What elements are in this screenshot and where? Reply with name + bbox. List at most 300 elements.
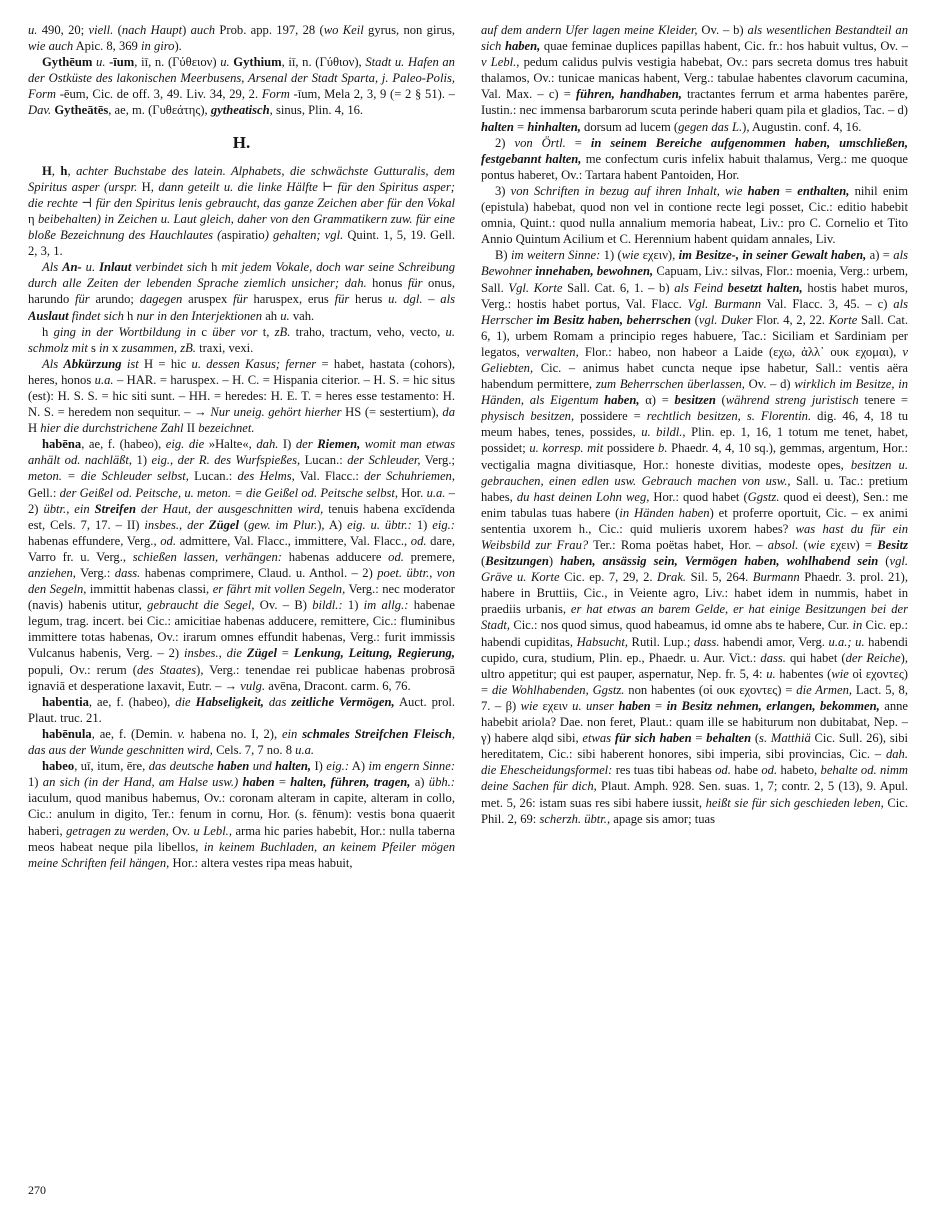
text-run: a) (410, 775, 429, 790)
text-run: der (295, 437, 313, 452)
text-run: Verg.: nec moderator (navis) habenis utitur, (28, 582, 455, 613)
text-run: traxi, vexi. (195, 340, 254, 355)
text-run: Hor.: altera vestes ripa meas habuit, (169, 855, 353, 870)
text-run: arma hic paries habebit, Hor.: nulla taberna meos habeat neque pila libellos, (28, 823, 455, 854)
text-run: , ae, f. (habeo), (88, 694, 176, 709)
text-run: = (650, 698, 667, 713)
text-run: x (108, 340, 122, 355)
text-run: eig., der R. des Wurfspießes, (151, 453, 301, 468)
text-run: u. dgl. (388, 292, 423, 307)
text-run: für den Spiritus lenis gebraucht, das ganze Zeichen aber für den Vokal (95, 195, 455, 210)
text-run: schießen lassen, verhängen: (132, 549, 282, 564)
text-run: verbindet sich (135, 260, 208, 275)
text-run: haben (217, 759, 250, 774)
text-run: das deutsche (148, 759, 214, 774)
text-run: HS (= sestertium), (341, 405, 443, 420)
text-run: B) (495, 248, 511, 263)
text-run: 2) (495, 135, 515, 150)
entry-habeo-3 (481, 183, 908, 247)
text-run: A) (349, 759, 369, 774)
text-run: eig. u. übtr.: (347, 517, 412, 532)
text-run: in seinem Bereiche aufgenommen haben, umschließen, festgebannt halten, (481, 135, 908, 166)
text-run: auf dem andern Ufer lagen meine Kleider, (481, 23, 698, 37)
text-run: halten, führen, tragen, (290, 775, 411, 790)
text-run: du hast deinen Lohn weg, (516, 489, 650, 504)
text-run: u. (220, 55, 230, 70)
text-run: -īum (109, 55, 135, 70)
text-run: u. korresp. mit (529, 441, 604, 456)
text-run: Plin. ep. 1, 16, 1 totum me tenet, habet, possidet; (481, 425, 908, 456)
text-run: Dav. (28, 103, 52, 118)
text-run: habe (730, 763, 762, 778)
text-run: res tuas tibi habeas (612, 763, 716, 778)
entry-habeo-2 (481, 135, 908, 183)
text-run: vah. (289, 308, 315, 323)
text-run: Lenkung, Leitung, Regierung, (293, 646, 455, 661)
text-run: possidere = (574, 409, 647, 424)
text-run: Korte (828, 312, 858, 327)
text-run: u. unser (572, 698, 615, 713)
text-run: dah. (256, 437, 279, 452)
text-run: = (779, 183, 798, 198)
text-run: insbes., die (183, 646, 242, 661)
text-run: Sall. u. Tac.: pretium habes, (481, 473, 908, 504)
text-run: Ov. – b) (697, 23, 748, 37)
text-run: verwalten, (525, 344, 579, 359)
text-run: gytheatisch (210, 103, 270, 118)
text-run: und (252, 759, 272, 774)
text-run: herus (349, 292, 389, 307)
text-run: Zügel (246, 646, 277, 661)
text-run: findet sich (71, 308, 124, 323)
text-run: honus (366, 276, 408, 291)
text-run: der Schleuder, (347, 453, 421, 468)
text-run: Prob. app. 197, 28 ( (215, 23, 324, 37)
text-run: des Staates (136, 662, 197, 677)
text-run: physisch besitzen, (481, 409, 575, 424)
entry-habeo-B (481, 247, 908, 826)
text-run: übtr., ein (43, 501, 90, 516)
text-run: habenas adducere (281, 549, 389, 564)
text-run: Lact. 5, 8, 7. – β) (481, 682, 908, 713)
text-run: Burmann (752, 570, 800, 585)
text-run: Gell.: (28, 485, 60, 500)
text-run: h (123, 308, 137, 323)
text-run: admittere, Val. Flacc., immittere, Val. Flacc., (176, 533, 411, 548)
text-run: H = hic (138, 356, 192, 371)
text-run: Ov. – B) (254, 598, 313, 613)
text-run: habeo (42, 759, 75, 774)
two-column-layout (28, 22, 907, 871)
text-run: Verg.; (420, 453, 455, 468)
text-run: die Armen, (796, 682, 853, 697)
text-run: Ter.: Roma poëtas habet, Hor. – (588, 538, 768, 552)
text-run: als Herrscher (481, 296, 908, 327)
text-run: habēnula (42, 726, 92, 741)
text-run: der Haut, der ausgeschnitten wird, (140, 501, 324, 516)
text-run: h (207, 260, 222, 275)
text-run: Lucan.: (188, 469, 238, 484)
text-run: , ae, f. (Demin. (91, 726, 178, 741)
text-run: Abkürzung (63, 356, 122, 371)
text-run: , ae, f. (habeo), (81, 437, 166, 452)
text-run: h (42, 324, 54, 339)
text-run: wie (621, 248, 640, 263)
text-run: Flor.: habeo, non habeor a Laide (εχω, ἀλλ᾽ ουκ εχομαι), (578, 344, 903, 359)
text-run: ), Augustin. conf. 4, 16. (742, 119, 862, 134)
text-run: beibehalten) in Zeichen u. Laut gleich, daher von den Grammatikern zuw. für eine bloße Bezeichnung des Hauchlautes ( (28, 211, 455, 243)
text-run: Auslaut (28, 308, 69, 323)
text-run: = (276, 646, 294, 661)
text-run: Gythēum (42, 55, 93, 70)
text-run: im Besitz haben, beherrschen (536, 312, 692, 327)
text-run: nur in den Interjektionen (136, 308, 263, 323)
text-run: meton. = die Schleuder selbst, (28, 469, 189, 484)
text-run: im weitern Sinne: (510, 248, 601, 263)
text-run: Gytheātēs (54, 103, 109, 118)
text-run: ist (126, 356, 139, 371)
text-run: dass. (693, 634, 720, 649)
text-run: α) = (639, 393, 675, 408)
left-column (28, 22, 455, 871)
text-run: 1) (132, 453, 152, 468)
text-run: Phaedr. 4, 4, 10 sq.), gemmas, argentum, Hor.: vectigalia magna divitiasque, Hor.: honeste divitias, modeste opes, (481, 441, 908, 472)
text-run: dass. (114, 566, 141, 580)
text-run: anne habebit ariola? Dae. non feret, Plaut.: quam ille se habiturum non dubitabat, Nep. – γ) habere alqd sibi, (481, 698, 908, 746)
text-run: von Örtl. (514, 135, 566, 150)
text-run: – 2) (28, 485, 455, 516)
text-run: traho, tractum, veho, vecto, (290, 324, 446, 339)
text-run: achter Buchstabe des latein. Alphabets, die schwächste Gutturalis, dem Spiritus asper (urspr. (28, 163, 455, 194)
text-run: ⊢ (317, 179, 338, 194)
text-run: u.a. (94, 372, 114, 387)
text-run: besitzen u. gebrauchen, einen edlen usw. Gebrauch machen von usw., (481, 457, 908, 488)
text-run: Val. Flacc.: (294, 469, 365, 484)
text-run: Habseligkeit, (195, 694, 264, 709)
text-run: für (75, 292, 90, 307)
text-run: dig. 46, 4, 18 tu meum habes, tenes, possides, (481, 409, 908, 440)
text-run: An- (62, 260, 82, 275)
text-run: für den Spiritus asper; die rechte (28, 179, 455, 210)
text-run: habenae legum, trag. incert. bei Cic.: amicitiae habenas adducere, remittere, Cic.: fluminibus immittere totas habenas, Ov.: irarum omnes effundit habenas, Verg.: furit immissis Vulcanus habenis, Verg. – 2) (28, 598, 455, 661)
text-run: Streifen (94, 501, 136, 516)
text-run: u. bildl., (641, 425, 686, 440)
text-run: die (175, 694, 191, 709)
text-run: Sall. Cat. 6, 1), urbem Romam a principio reges habuere, Tac.: Siciliam et Sardiniam per legatos, (481, 312, 908, 359)
text-run: s. Matthiä (759, 731, 811, 746)
text-run: Apic. 8, 369 (73, 39, 141, 54)
text-run: womit man etwas anhält od. nachläßt, (28, 437, 455, 468)
text-run: Flor. 4, 2, 22. (752, 312, 829, 327)
text-run: Lucan.: (300, 453, 348, 468)
text-run: Besitz (877, 538, 908, 552)
text-run: er fährt mit vollen Segeln, (212, 582, 346, 597)
text-run: getragen zu werden, (66, 823, 169, 838)
text-run: zum Beherrschen überlassen, (595, 377, 745, 392)
text-run: haben (747, 183, 780, 198)
text-run: das (268, 694, 287, 709)
text-run: I) (311, 759, 327, 774)
text-run: habena no. I, 2), (185, 726, 282, 741)
text-run: wie (807, 538, 826, 552)
text-run: II (183, 421, 199, 436)
text-run: bildl.: (312, 598, 343, 613)
text-run: besetzt halten, (727, 280, 803, 295)
text-run: des Helms, (237, 469, 295, 484)
text-run: Cic.: nos quod simus, quod habeamus, id omne abs te habere, Cur. (510, 618, 853, 633)
text-run: u. (280, 308, 290, 323)
text-run: an sich (in der Hand, am Halse usw.) (42, 775, 239, 790)
text-run: während streng juristisch (725, 393, 859, 408)
text-run: ) (548, 554, 561, 569)
entry-h-wortbildung (28, 324, 455, 356)
text-run: in keinem Buchladen, an keinem Pfeiler mögen meine Schriften feil hängen, (28, 839, 455, 870)
entry-h-abkuerzung (28, 356, 455, 436)
text-run: besitzen (674, 393, 716, 408)
entry-habenula (28, 726, 455, 758)
text-run: apage sis amor; tuas (610, 811, 716, 826)
text-run: habendi amor, Verg. (719, 634, 829, 649)
text-run: iaculum, quod manibus habemus, Ov.: coronam alteram in capite, alteram in collo, Cic.: anulum in digito, Ter.: fenum in cornu, Hor. (s. fēnum): vestis bona quaerit haberi, (28, 791, 455, 838)
text-run: Habsucht, (576, 634, 628, 649)
text-run: qui habet ( (785, 650, 846, 665)
text-run: habendi cupido, cura, studium, Plin. ep., Phaedr. u. Aur. Vict.: (481, 634, 908, 665)
text-run: habeto, (777, 763, 821, 778)
text-run: , uī, itum, ēre, (74, 759, 149, 774)
entry-habeo-continuation (481, 22, 908, 135)
text-run: auch (190, 23, 216, 37)
text-run: εχειν) = (825, 538, 878, 552)
text-run: haben, (604, 393, 640, 408)
text-run: avēna, Dracont. carm. 6, 76. (265, 678, 411, 693)
text-run: v Lebl., (481, 55, 520, 70)
text-run: haben, ansässig sein, Vermögen haben, wohlhabend sein (560, 554, 879, 569)
text-run: Sil. 5, 264. (686, 570, 753, 585)
text-run: nihil enim (epistula) habebat, quod non vel in contione recte legi posset, Cic.: editio habebit omnia, Quint.: quod nulla annalium memoria habeat, Liv.: pro C. Cornelio et Tito Annio Quintum Acilium et C. Herennium habent quidam annales, Liv. (481, 183, 908, 247)
text-run: er hat etwas an barem Gelde, er hat einige Besitzungen bei der Stadt, (481, 602, 908, 633)
text-run: 1) (28, 775, 43, 790)
text-run: der Reiche (845, 650, 901, 665)
text-run: in Händen haben (619, 505, 710, 520)
text-run: u.a. (426, 485, 446, 500)
text-run: 1) (342, 598, 364, 613)
text-run: halten (481, 119, 514, 134)
entry-h-anlaut (28, 259, 455, 323)
text-run: ( (715, 393, 726, 408)
text-run: absol. (767, 538, 799, 552)
text-run: was hast du für ein Weibsbild zur Frau? (481, 521, 908, 552)
text-run: innehaben, bewohnen, (535, 264, 654, 279)
text-run: 490, 20; (37, 23, 89, 37)
text-run: schmales Streifchen Fleisch (302, 726, 452, 741)
text-run: , (51, 163, 61, 178)
text-run: u. (85, 260, 96, 275)
text-run: ) (182, 23, 191, 37)
text-run: habenas effundere, Verg., (28, 533, 161, 548)
text-run: a) = (866, 248, 894, 263)
text-run: u. (96, 55, 106, 70)
text-run: Verg.: (75, 566, 115, 580)
text-run: gew. im Plur. (248, 517, 318, 532)
text-run: pedum calidus pulvis vestigia habebat, Ov.: pars secreta domus tres habuit thalamos, Ov.: tunicae manicas habent, Verg.: tabulae habentes clavorum cacumina, Val. Max. – c) = (481, 55, 908, 102)
text-run: vgl. Duker (698, 312, 753, 327)
text-run: scherzh. übtr., (539, 811, 611, 826)
text-run: , sinus, Plin. 4, 16. (269, 103, 364, 118)
text-run: gebraucht die Segel, (147, 598, 255, 613)
text-run: haben (618, 698, 651, 713)
text-run: haben, (504, 39, 541, 54)
text-run: halten, (275, 759, 312, 774)
text-run: ( (238, 517, 249, 532)
text-run: ) gehalten; vgl. (264, 228, 344, 243)
text-run: ein (281, 726, 298, 741)
text-run: dass. (760, 650, 786, 665)
text-run: v Geliebten, (481, 344, 908, 375)
text-run: zeitliche Vermögen, (291, 694, 395, 709)
text-run: aspiratio (221, 228, 265, 243)
text-run: H, (137, 179, 159, 194)
text-run: gegen das L. (678, 119, 743, 134)
text-run: wie auch (28, 39, 74, 54)
text-run: von Schriften in bezug auf ihren Inhalt, wie (510, 183, 743, 198)
text-run: -īum, Mela 2, 3, 9 (= 2 § 51). – (289, 87, 455, 102)
text-run: , das aus der Wunde geschnitten wird, (28, 726, 455, 758)
text-run: vulg. (240, 678, 266, 693)
text-run: od. (761, 763, 778, 778)
text-run: Drak. (657, 570, 687, 585)
text-run: als wesentlichen Bestandteil an sich (481, 23, 908, 54)
text-run: Inlaut (99, 260, 132, 275)
text-run: Zügel (208, 517, 239, 532)
text-run: Ov. – d) (744, 377, 795, 392)
text-run: in (99, 340, 109, 355)
text-run: Phaedr. 3. prol. 21), habere in Bruttiis, Cic., in Veiente agro, Liv.: habet idem in nummis, habet in praediis urbanis, (481, 570, 908, 617)
text-run: c (196, 324, 213, 339)
text-run: aruspex (182, 292, 234, 307)
text-run: tenuis habena excīdenda est, Cels. 7, 17. – II) (28, 501, 455, 532)
text-run: Vgl. Korte (508, 280, 563, 295)
text-run: der Geißel od. Peitsche, u. meton. = die Geißel od. Peitsche selbst, (59, 485, 399, 500)
text-run: dorsum ad lucem ( (580, 119, 679, 134)
text-run: ah (262, 308, 281, 323)
text-run: ( (878, 554, 890, 569)
text-run: haben (242, 775, 275, 790)
text-run: wo Keil (323, 23, 364, 37)
text-run: v. (177, 726, 186, 741)
text-run: 1) ( (600, 248, 622, 263)
section-letter-heading: H. (232, 132, 251, 152)
text-run: Als (42, 260, 59, 275)
text-run: enthalten, (797, 183, 850, 198)
text-run: wie (831, 666, 849, 681)
text-run: haruspex, erus (247, 292, 335, 307)
text-run: der Schuhriemen, (364, 469, 455, 484)
text-run: = (565, 135, 591, 150)
text-run: me confectum curis infelix habuit thalamus, Verg.: me quoque pontus haberet, Ov.: Tartara habent Pantoiden, Hor. (481, 151, 908, 182)
text-run: Hor.: quod habet ( (649, 489, 748, 504)
text-run: Hor. (398, 485, 427, 500)
text-run: führen, handhaben, (575, 87, 682, 102)
text-run: I) (278, 437, 296, 452)
text-run: mit jedem Vokale, doch war seine Schreibung durch alle Zeiten der lebenden Sprache ziemlich unsicher; dah. (28, 260, 455, 291)
text-run: wirklich im Besitze, in Händen, als Eigentum (481, 377, 908, 408)
text-run: für (407, 276, 423, 291)
text-run: , iī, n. (Γύθειον) (134, 55, 221, 70)
text-run: Besitzungen (485, 554, 549, 569)
text-run: Als (42, 356, 59, 371)
text-run: im Besitze-, in seiner Gewalt haben, (678, 248, 867, 263)
text-run: Quint. 1, 5, 19. Gell. 2, 3, 1. (28, 228, 455, 259)
text-run: u. dessen Kasus; ferner (191, 356, 317, 371)
text-run: ⊣ (77, 195, 96, 210)
text-run: da (442, 405, 455, 420)
text-run: od. (715, 763, 731, 778)
right-column (481, 22, 908, 871)
text-run: habentes ( (775, 666, 832, 681)
text-run: H (28, 421, 41, 436)
entry-continuation-gyrus (28, 22, 455, 54)
text-run: im allg.: (363, 598, 409, 613)
text-run: zB. (274, 324, 291, 339)
text-run: anziehen, (28, 566, 76, 580)
text-run: – (422, 292, 441, 307)
text-run: H (42, 163, 52, 178)
text-run: = (513, 119, 528, 134)
text-run: für (334, 292, 350, 307)
text-run: Rutil. Lup.; (628, 634, 694, 649)
text-run: wie (520, 698, 539, 713)
text-run: viell. (88, 23, 114, 37)
text-run: immittit habenas classi, (86, 582, 213, 597)
text-run: Nur uneig. gehört hierher (210, 405, 342, 420)
text-run: s (87, 340, 100, 355)
text-run: dann geteilt u. die linke Hälfte (158, 179, 318, 194)
text-run: in Besitz nehmen, erlangen, bekommen, (666, 698, 880, 713)
text-run: u. (28, 23, 38, 37)
text-run: od. (410, 533, 427, 548)
text-run: u. schmolz mit (28, 324, 455, 355)
text-run: Form (261, 87, 290, 102)
text-run: bezeichnet. (198, 421, 255, 436)
text-run: in giro (141, 39, 175, 54)
text-run: im engern Sinne: (368, 759, 455, 774)
text-run: Capuam, Liv.: silvas, Flor.: moenia, Verg.: urbem, Sall. (481, 264, 908, 295)
text-run: od. (160, 533, 176, 548)
text-run: ), Verg.: tenendae rei publicae habenas probrosā ignaviā et desperatione laxavit, Eutr. – → (28, 662, 455, 693)
text-run: dare, Varro fr. u. Verg., (28, 533, 455, 564)
text-run: rechtlich besitzen, s. Florentin. (646, 409, 812, 424)
text-run: Ggstz. (747, 489, 780, 504)
text-run: in (852, 618, 863, 633)
text-run: u.a. (295, 743, 315, 758)
text-run: non habentes (οἱ ουκ εχοντες) = (624, 682, 797, 697)
text-run: hier die durchstrichene Zahl (40, 421, 184, 436)
text-run: populi, Ov.: rerum ( (28, 662, 137, 677)
text-run: ( (751, 731, 760, 746)
text-run: insbes., der (144, 517, 204, 532)
text-run: habenas comprimere, Claud. u. Anthol. – 2) (140, 566, 378, 580)
text-run: habēna (42, 437, 82, 452)
text-run: vgl. Gräve u. Korte (481, 554, 908, 585)
text-run: eig.: (326, 759, 350, 774)
text-run: Riemen, (317, 437, 361, 452)
text-run: dah. die Ehescheidungsformel: (481, 747, 908, 778)
text-run: die Wohlhabenden, Ggstz. (491, 682, 625, 697)
text-run: Gythium (233, 55, 282, 70)
text-run: dagegen (139, 292, 183, 307)
text-run: ) et proferre oportuit, Cic. – ex animi sententia uxorem h., Cic.: quid mulieris uxorem habes? (481, 505, 908, 536)
text-run: etwas (582, 731, 612, 746)
